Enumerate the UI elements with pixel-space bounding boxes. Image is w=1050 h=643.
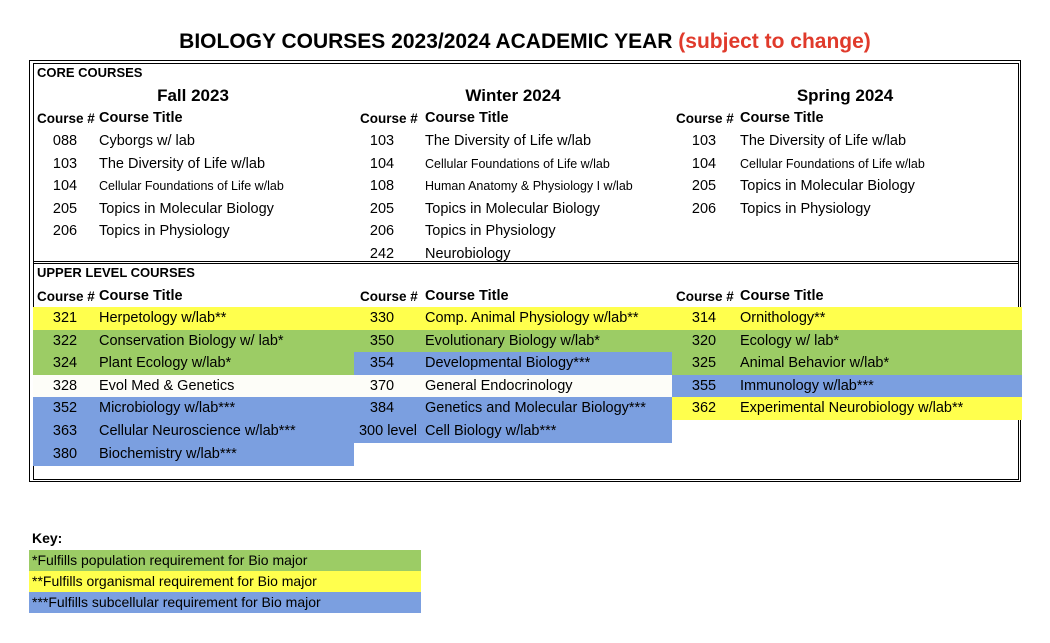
course-number: 325 bbox=[691, 355, 717, 372]
course-row bbox=[354, 420, 672, 443]
course-title: Plant Ecology w/lab* bbox=[99, 355, 232, 372]
course-row bbox=[354, 330, 672, 353]
course-row bbox=[672, 352, 1022, 375]
course-title: Genetics and Molecular Biology*** bbox=[425, 400, 646, 417]
course-title: Evolutionary Biology w/lab* bbox=[425, 332, 600, 349]
title-main: BIOLOGY COURSES 2023/2024 ACADEMIC YEAR bbox=[179, 30, 673, 53]
course-title: Human Anatomy & Physiology I w/lab bbox=[425, 179, 633, 194]
course-number: 380 bbox=[52, 445, 78, 462]
course-number: 300 level bbox=[358, 423, 418, 439]
course-title: Experimental Neurobiology w/lab** bbox=[740, 400, 964, 417]
course-number: 206 bbox=[369, 223, 395, 240]
course-title: Conservation Biology w/ lab* bbox=[99, 332, 284, 349]
course-title: Cell Biology w/lab*** bbox=[425, 423, 557, 439]
course-number: 104 bbox=[369, 155, 395, 172]
course-title: Topics in Molecular Biology bbox=[425, 200, 600, 217]
column-header-course-number: Course # bbox=[360, 111, 418, 126]
course-title: Cellular Foundations of Life w/lab bbox=[740, 156, 925, 171]
course-row bbox=[672, 175, 1022, 198]
course-number: 320 bbox=[691, 332, 717, 349]
column-header-course-title: Course Title bbox=[425, 110, 509, 126]
course-number: 205 bbox=[369, 200, 395, 217]
column-header-course-title: Course Title bbox=[740, 110, 824, 126]
page-title bbox=[0, 30, 1050, 54]
course-row bbox=[672, 307, 1022, 330]
course-title: Evol Med & Genetics bbox=[99, 377, 235, 394]
course-title: Topics in Physiology bbox=[425, 223, 556, 240]
course-number: 352 bbox=[52, 400, 78, 417]
course-row bbox=[33, 443, 354, 466]
key-title: Key: bbox=[32, 530, 63, 546]
course-row bbox=[672, 130, 1022, 153]
course-number: 205 bbox=[691, 178, 717, 195]
course-number: 355 bbox=[691, 377, 717, 394]
core-courses-label: CORE COURSES bbox=[37, 65, 143, 80]
course-row bbox=[354, 243, 672, 266]
column-header-course-number: Course # bbox=[676, 289, 734, 304]
column-header-course-number: Course # bbox=[37, 111, 95, 126]
course-row bbox=[33, 153, 354, 176]
course-number: 362 bbox=[691, 400, 717, 417]
course-row bbox=[33, 375, 354, 398]
term-winter-2024: Winter 2024 bbox=[465, 86, 561, 105]
course-number: 322 bbox=[52, 332, 78, 349]
course-number: 103 bbox=[369, 133, 395, 149]
course-title: Topics in Physiology bbox=[99, 223, 230, 240]
course-number: 103 bbox=[691, 133, 717, 149]
course-row bbox=[33, 352, 354, 375]
course-number: 242 bbox=[369, 246, 395, 262]
course-number: 103 bbox=[52, 155, 78, 172]
key-item-organismal: **Fulfills organismal requirement for Bio major bbox=[29, 571, 421, 592]
course-title: Topics in Molecular Biology bbox=[740, 178, 915, 195]
course-row bbox=[672, 397, 1022, 420]
key-item-population: *Fulfills population requirement for Bio major bbox=[29, 550, 421, 571]
course-title: Topics in Molecular Biology bbox=[99, 200, 274, 217]
course-number: 324 bbox=[52, 355, 78, 372]
course-title: Topics in Physiology bbox=[740, 200, 871, 217]
course-row bbox=[354, 153, 672, 176]
course-number: 205 bbox=[52, 200, 78, 217]
course-row bbox=[33, 198, 354, 221]
column-header-course-number: Course # bbox=[37, 289, 95, 304]
course-row bbox=[354, 130, 672, 153]
course-row bbox=[33, 330, 354, 353]
column-header-course-title: Course Title bbox=[99, 110, 183, 126]
course-row bbox=[354, 198, 672, 221]
course-row bbox=[354, 397, 672, 420]
column-header-course-title: Course Title bbox=[99, 288, 183, 304]
course-title: Cellular Foundations of Life w/lab bbox=[425, 156, 610, 171]
course-title: General Endocrinology bbox=[425, 377, 573, 394]
course-title: Immunology w/lab*** bbox=[740, 377, 874, 394]
course-row bbox=[33, 220, 354, 243]
course-number: 330 bbox=[369, 310, 395, 326]
course-row bbox=[33, 130, 354, 153]
course-number: 350 bbox=[369, 332, 395, 349]
course-number: 321 bbox=[52, 310, 78, 326]
course-number: 104 bbox=[691, 155, 717, 172]
course-number: 328 bbox=[52, 377, 78, 394]
course-title: Ecology w/ lab* bbox=[740, 332, 840, 349]
course-title: The Diversity of Life w/lab bbox=[740, 133, 907, 149]
course-title: The Diversity of Life w/lab bbox=[99, 155, 266, 172]
course-title: Neurobiology bbox=[425, 246, 511, 262]
course-number: 370 bbox=[369, 377, 395, 394]
course-title: Microbiology w/lab*** bbox=[99, 400, 236, 417]
term-spring-2024: Spring 2024 bbox=[796, 86, 894, 105]
course-row bbox=[354, 375, 672, 398]
course-title: Comp. Animal Physiology w/lab** bbox=[425, 310, 639, 326]
course-title: Cyborgs w/ lab bbox=[99, 133, 195, 149]
course-row bbox=[33, 307, 354, 330]
term-fall-2023: Fall 2023 bbox=[157, 86, 229, 105]
course-row bbox=[33, 397, 354, 420]
course-number: 088 bbox=[52, 133, 78, 149]
key-item-subcellular: ***Fulfills subcellular requirement for Bio major bbox=[29, 592, 421, 613]
upper-level-courses-label: UPPER LEVEL COURSES bbox=[37, 265, 195, 280]
course-row bbox=[354, 220, 672, 243]
course-row bbox=[33, 420, 354, 443]
course-row bbox=[672, 153, 1022, 176]
course-row bbox=[672, 330, 1022, 353]
column-header-course-number: Course # bbox=[676, 111, 734, 126]
course-number: 384 bbox=[369, 400, 395, 417]
course-title: Cellular Foundations of Life w/lab bbox=[99, 179, 284, 194]
course-number: 354 bbox=[369, 355, 395, 372]
course-title: Herpetology w/lab** bbox=[99, 310, 227, 326]
course-row bbox=[33, 175, 354, 198]
course-title: Developmental Biology*** bbox=[425, 355, 591, 372]
course-number: 108 bbox=[369, 178, 395, 195]
course-title: Animal Behavior w/lab* bbox=[740, 355, 890, 372]
course-number: 206 bbox=[52, 223, 78, 240]
course-row bbox=[354, 175, 672, 198]
title-note: (subject to change) bbox=[678, 30, 871, 53]
course-title: The Diversity of Life w/lab bbox=[425, 133, 592, 149]
course-title: Biochemistry w/lab*** bbox=[99, 445, 237, 462]
course-title: Cellular Neuroscience w/lab*** bbox=[99, 423, 296, 439]
course-row bbox=[354, 352, 672, 375]
course-number: 314 bbox=[691, 310, 717, 326]
course-row bbox=[672, 375, 1022, 398]
column-header-course-number: Course # bbox=[360, 289, 418, 304]
course-number: 363 bbox=[52, 423, 78, 439]
column-header-course-title: Course Title bbox=[740, 288, 824, 304]
course-row bbox=[354, 307, 672, 330]
column-header-course-title: Course Title bbox=[425, 288, 509, 304]
course-number: 104 bbox=[52, 178, 78, 195]
course-number: 206 bbox=[691, 200, 717, 217]
course-title: Ornithology** bbox=[740, 310, 826, 326]
course-row bbox=[672, 198, 1022, 221]
